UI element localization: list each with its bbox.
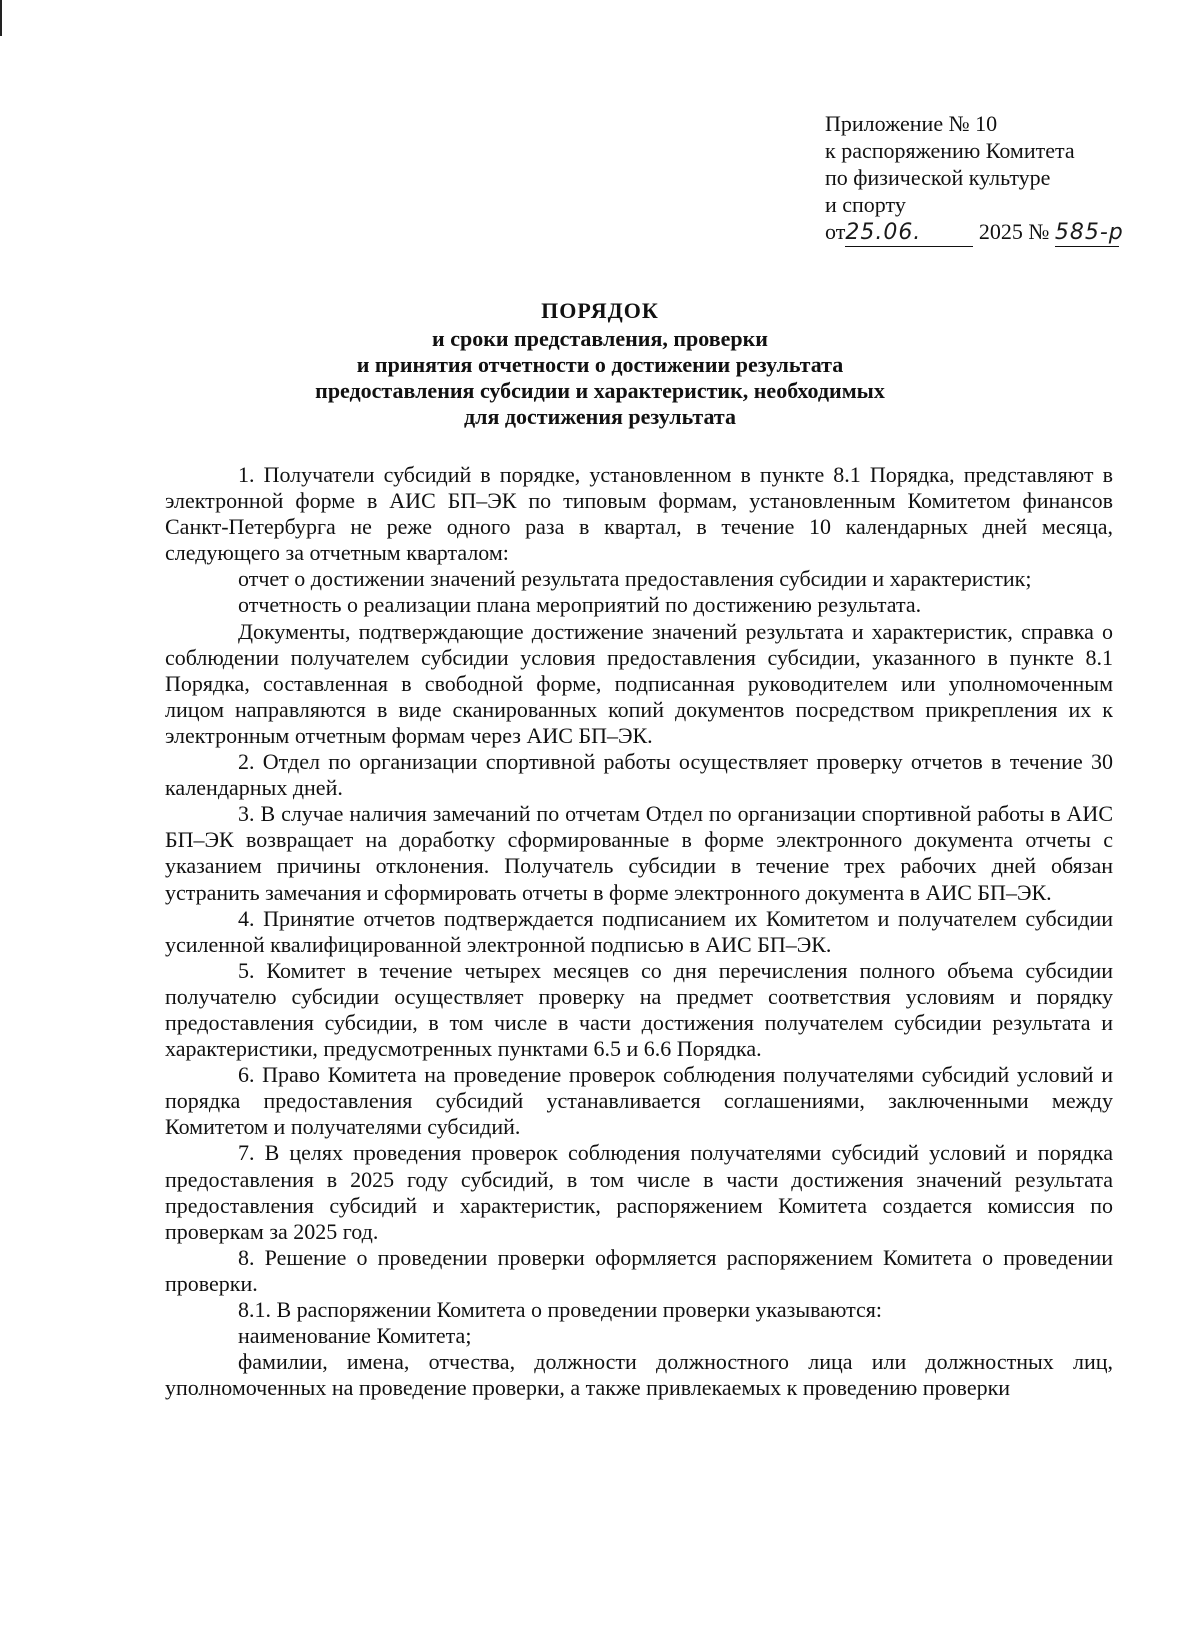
title-line-1: ПОРЯДОК (541, 298, 659, 323)
paragraph: отчетность о реализации плана мероприятий по достижению результата. (238, 592, 922, 618)
handwritten-date: 25.06. (845, 219, 973, 247)
paragraph: 3. В случае наличия замечаний по отчетам Отдел по организации спортивной работы в АИС БП–ЭК возвращает на доработку сформированные в форме электронного документа отчеты с указанием причины отклонения. Получатель субсидии в течение трех рабочих дней обязан устранить замечания и сформировать отчеты в форме электронного документа в АИС БП–ЭК. (165, 801, 1113, 905)
handwritten-order-number: 585-р (1054, 220, 1124, 245)
paragraph: отчет о достижении значений результата предоставления субсидии и характеристик; (238, 566, 1032, 592)
paragraph: наименование Комитета; (238, 1323, 472, 1349)
order-date-line (825, 218, 1165, 247)
paragraph: фамилии, имена, отчества, должности должностного лица или должностных лиц, уполномоченных на проведение проверки, а также привлекаемых к проведению проверки (165, 1349, 1113, 1401)
title-line-4: предоставления субсидии и характеристик, необходимых (315, 378, 885, 403)
date-prefix: от (825, 219, 846, 244)
appendix-line-2: к распоряжению Комитета (825, 138, 1075, 163)
appendix-line-1: Приложение № 10 (825, 111, 998, 136)
paragraph: 4. Принятие отчетов подтверждается подписанием их Комитетом и получателем субсидии усиленной квалифицированной электронной подписью в АИС БП–ЭК. (165, 905, 1113, 957)
title-line-3: и принятия отчетности о достижении результата (356, 352, 844, 377)
appendix-line-3: по физической культуре (825, 165, 1051, 190)
order-year: 2025 № (978, 219, 1050, 244)
scan-edge-mark (0, 0, 2, 36)
title-line-2: и сроки представления, проверки (432, 326, 768, 351)
document-body (165, 462, 1113, 1401)
paragraph: 8. Решение о проведении проверки оформляется распоряжением Комитета о проведении проверки. (165, 1244, 1113, 1296)
paragraph: 6. Право Комитета на проведение проверок соблюдения получателями субсидий условий и порядка предоставления субсидий устанавливается соглашениями, заключенными между Комитетом и получателями субсидий. (165, 1062, 1113, 1140)
appendix-header (825, 110, 1165, 247)
title-line-5: для достижения результата (464, 404, 736, 429)
paragraph: 2. Отдел по организации спортивной работы осуществляет проверку отчетов в течение 30 календарных дней. (165, 749, 1113, 801)
paragraph: 8.1. В распоряжении Комитета о проведении проверки указываются: (238, 1297, 882, 1322)
paragraph: 7. В целях проведения проверок соблюдения получателями субсидий условий и порядка предоставления в 2025 году субсидий, в том числе в части достижения значений результата предоставления субсидий и характеристик, распоряжением Комитета создается комиссия по проверкам за 2025 год. (165, 1140, 1113, 1244)
paragraph: 5. Комитет в течение четырех месяцев со дня перечисления полного объема субсидии получателю субсидии осуществляет проверку на предмет соответствия условиям и порядку предоставления субсидии, в том числе в части достижения получателем субсидии результата и характеристики, предусмотренных пунктами 6.5 и 6.6 Порядка. (165, 957, 1113, 1062)
paragraph: 1. Получатели субсидий в порядке, установленном в пункте 8.1 Порядка, представляют в электронной форме в АИС БП–ЭК по типовым формам, установленным Комитетом финансов Санкт-Петербурга не реже одного раза в квартал, в течение 10 календарных дней месяца, следующего за отчетным кварталом: (165, 462, 1113, 566)
paragraph: Документы, подтверждающие достижение значений результата и характеристик, справка о соблюдении получателем субсидии условия предоставления субсидии, указанного в пункте 8.1 Порядка, составленная в свободной форме, подписанная руководителем или уполномоченным лицом направляются в виде сканированных копий документов посредством прикрепления их к электронным отчетным формам через АИС БП–ЭК. (165, 618, 1113, 748)
document-title (160, 298, 1040, 430)
appendix-line-4: и спорту (825, 192, 906, 217)
